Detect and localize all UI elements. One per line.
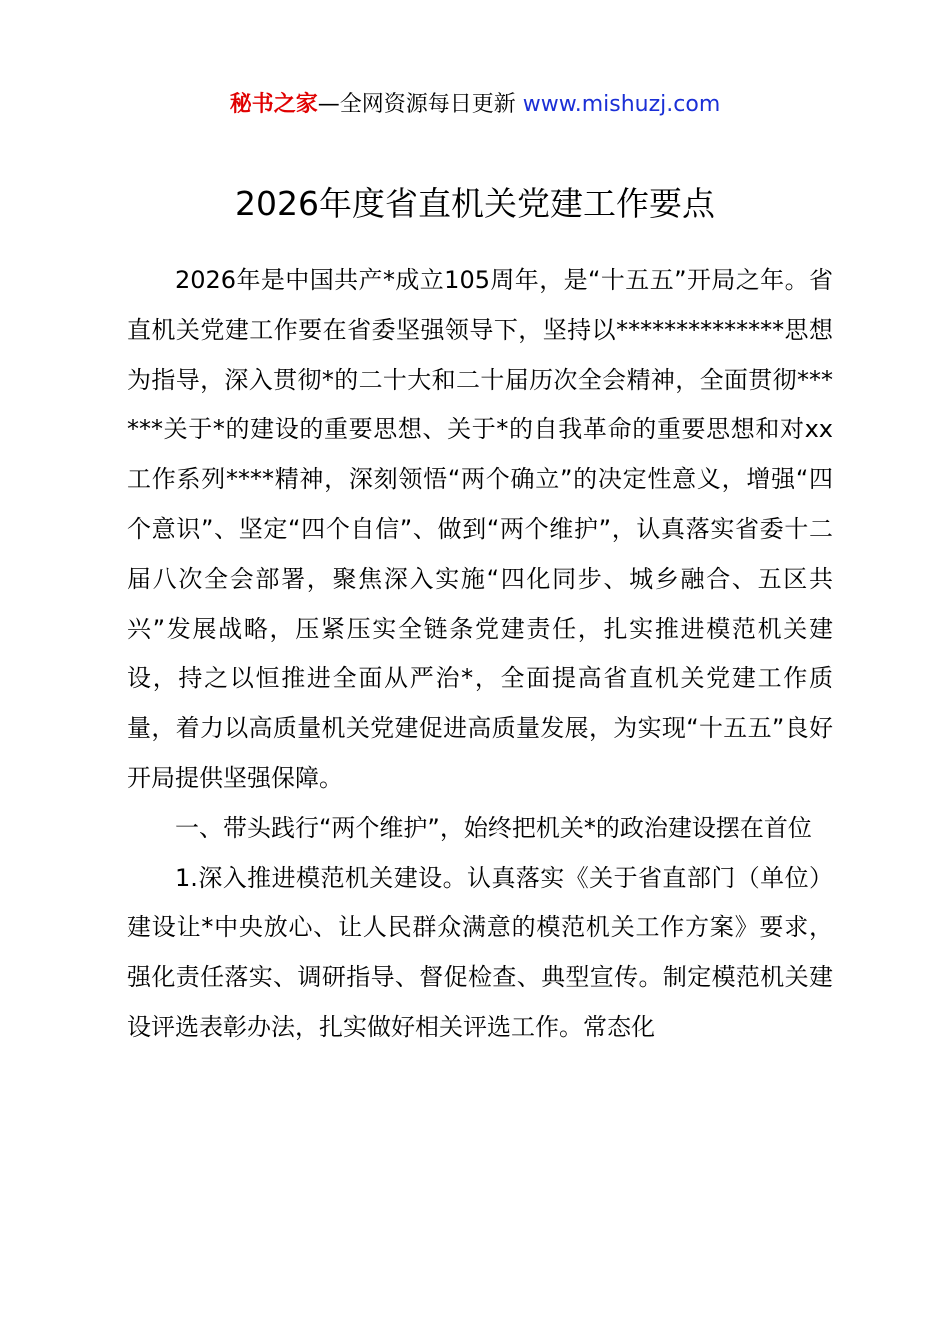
section-heading-1: 一、带头践行“两个维护”，始终把机关*的政治建设摆在首位 xyxy=(175,813,812,842)
document-title: 2026年度省直机关党建工作要点 xyxy=(235,184,715,223)
item-paragraph-1: 1.深入推进模范机关建设。认真落实《关于省直部门（单位）建设让*中央放心、让人民群众满意的模范机关工作方案》要求，强化责任落实、调研指导、督促检查、典型宣传。制定模范机关建设评选表彰办法，扎实做好相关评选工作。常态化 xyxy=(127,863,833,1041)
document-body xyxy=(127,256,833,1053)
intro-paragraph: 2026年是中国共产*成立105周年，是“十五五”开局之年。省直机关党建工作要在省委坚强领导下，坚持以**************思想为指导，深入贯彻*的二十大和二十届历次全会精神，全面贯彻******关于*的建设的重要思想、关于*的自我革命的重要思想和对xx工作系列****精神，深刻领悟“两个确立”的决定性意义，增强“四个意识”、坚定“四个自信”、做到“两个维护”，认真落实省委十二届八次全会部署，聚焦深入实施“四化同步、城乡融合、五区共兴”发展战略，压紧压实全链条党建责任，扎实推进模范机关建设，持之以恒推进全面从严治*，全面提高省直机关党建工作质量，着力以高质量机关党建促进高质量发展，为实现“十五五”良好开局提供坚强保障。 xyxy=(127,266,833,792)
site-tagline: —全网资源每日更新 xyxy=(317,92,516,117)
site-url-link[interactable]: www.mishuzj.com xyxy=(522,92,721,117)
site-header xyxy=(0,88,950,122)
site-brand: 秘书之家 xyxy=(229,92,318,117)
